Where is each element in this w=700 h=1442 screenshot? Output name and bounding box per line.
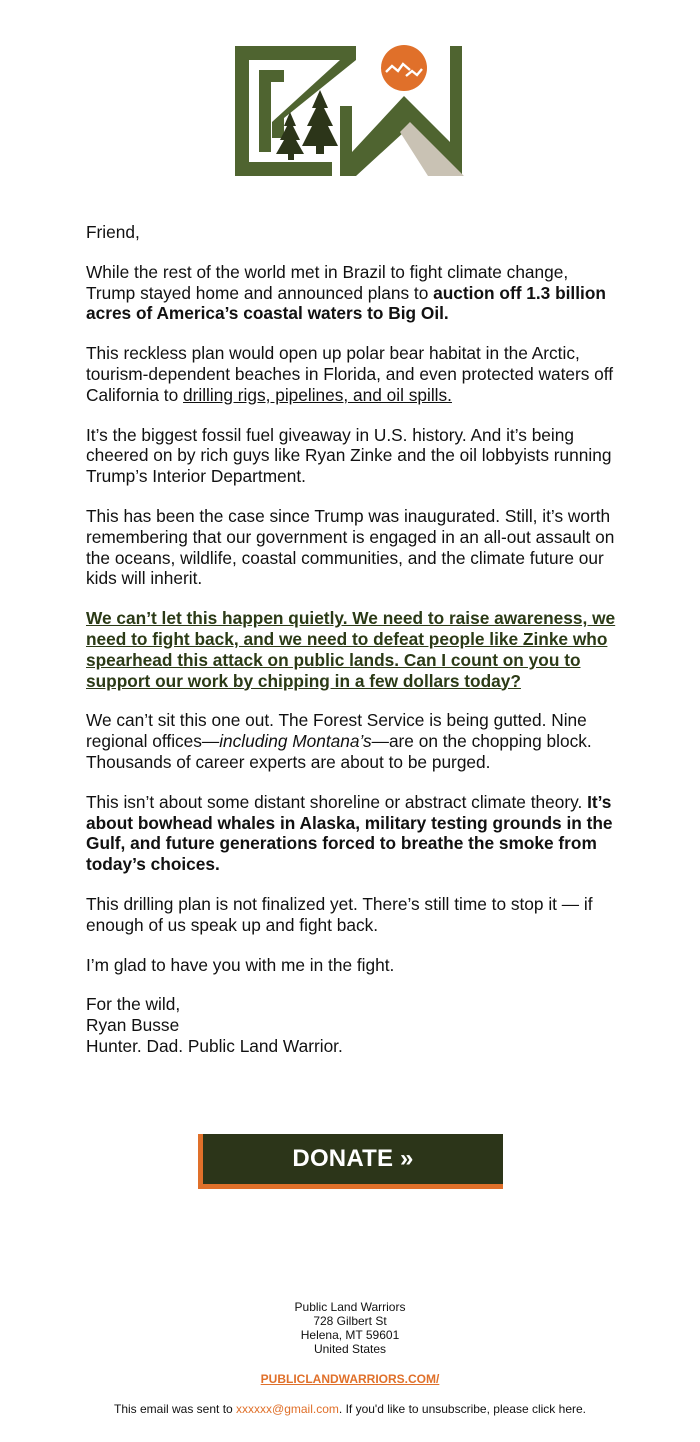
paragraph-4: This has been the case since Trump was inaugurated. Still, it’s worth remembering that our government is engaged in an all-out assault on the oceans, wildlife, coastal communities, and the climate future our kids will inherit. bbox=[86, 505, 615, 589]
website-link[interactable]: PUBLICLANDWARRIORS.COM/ bbox=[260, 1372, 440, 1386]
paragraph-5 bbox=[86, 608, 620, 691]
support-cta-link[interactable]: We can’t let this happen quietly. We need to raise awareness, we need to fight back, and we need to defeat people like Zinke who spearhead this attack on public lands. Can I count on you to support our work by chipping in a few dollars today? bbox=[86, 608, 616, 691]
org-name: Public Land Warriors bbox=[294, 1300, 406, 1314]
auction-highlight: auction off 1.3 billion acres of America’s coastal waters to Big Oil. bbox=[86, 282, 606, 324]
signature bbox=[86, 994, 620, 1056]
paragraph-6: We can’t sit this one out. The Forest Service is being gutted. Nine regional offices—including Montana’s—are on the chopping block. Thousands of career experts are about to be purged. bbox=[86, 710, 592, 772]
greeting: Friend, bbox=[86, 222, 140, 242]
donate-container bbox=[198, 1134, 503, 1189]
whales-highlight: It’s about bowhead whales in Alaska, military testing grounds in the Gulf, and future generations forced to breathe the smoke from today’s choices. bbox=[86, 791, 613, 875]
signoff: For the wild, bbox=[86, 994, 181, 1015]
street: 728 Gilbert St bbox=[313, 1314, 387, 1328]
tree-icon bbox=[302, 90, 338, 154]
paragraph-2: This reckless plan would open up polar bear habitat in the Arctic, tourism-dependent beaches in Florida, and even protected waters off California to drilling rigs, pipelines, and oil spills. bbox=[86, 343, 614, 405]
paragraph-3: It’s the biggest fossil fuel giveaway in U.S. history. And it’s being cheered on by rich guys like Ryan Zinke and the oil lobbyists running Trump’s Interior Department. bbox=[86, 424, 612, 487]
unsubscribe-text[interactable]: . If you'd like to unsubscribe, please click here. bbox=[338, 1402, 586, 1416]
logo-frame bbox=[235, 46, 356, 176]
unsubscribe-notice: This email was sent to xxxxxx@gmail.com. If you'd like to unsubscribe, please click here. bbox=[113, 1402, 586, 1416]
public-land-warriors-logo bbox=[232, 42, 464, 178]
letter-body bbox=[86, 222, 620, 1076]
recipient-email: xxxxxx@gmail.com bbox=[236, 1402, 339, 1416]
country: United States bbox=[313, 1342, 387, 1356]
city: Helena, MT 59601 bbox=[300, 1328, 400, 1342]
mailing-address bbox=[0, 1300, 700, 1356]
donate-button[interactable]: DONATE » bbox=[198, 1134, 503, 1189]
sun-icon bbox=[381, 45, 427, 91]
paragraph-1: While the rest of the world met in Brazil to fight climate change, Trump stayed home and announced plans to auction off 1.3 billion acres of America’s coastal waters to Big Oil. bbox=[86, 261, 606, 324]
drilling-link[interactable]: drilling rigs, pipelines, and oil spills. bbox=[183, 384, 452, 405]
paragraph-7: This isn’t about some distant shoreline or abstract climate theory. It’s about bowhead whales in Alaska, military testing grounds in the Gulf, and future generations forced to breathe the smoke from today’s choices. bbox=[86, 791, 613, 875]
paragraph-9: I’m glad to have you with me in the fight. bbox=[86, 954, 395, 975]
footer bbox=[0, 1300, 700, 1416]
signer-title: Hunter. Dad. Public Land Warrior. bbox=[86, 1035, 343, 1056]
paragraph-8: This drilling plan is not finalized yet. There’s still time to stop it — if enough of us speak up and fight back. bbox=[86, 893, 593, 935]
signer-name: Ryan Busse bbox=[86, 1015, 180, 1036]
